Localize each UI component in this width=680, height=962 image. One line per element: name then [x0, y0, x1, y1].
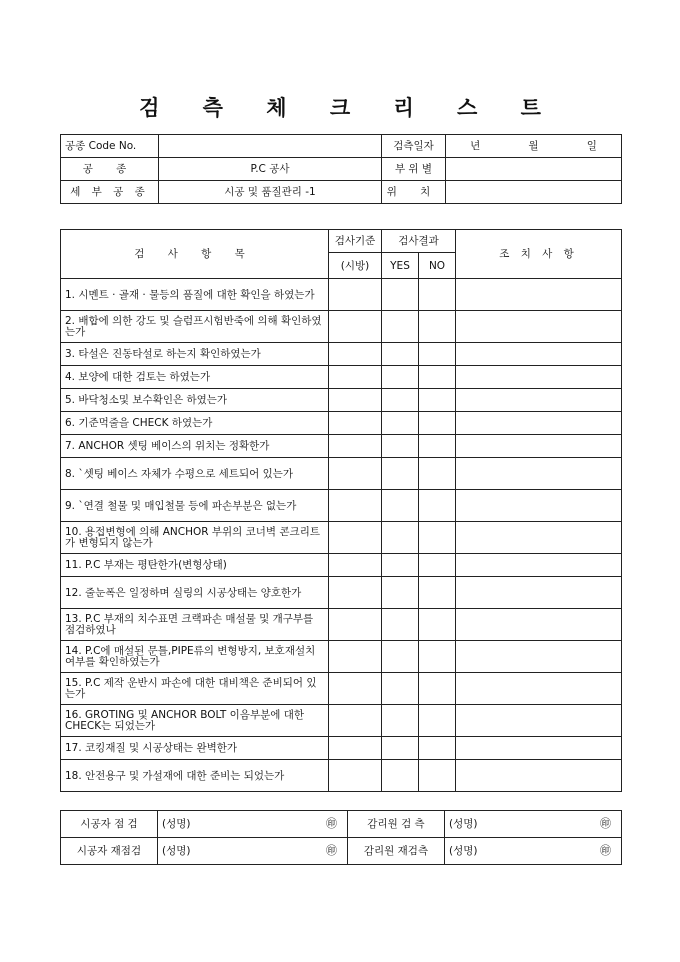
action-cell[interactable] — [456, 554, 622, 577]
checklist-row — [61, 641, 622, 673]
action-cell[interactable] — [456, 609, 622, 641]
yes-cell[interactable] — [382, 311, 419, 343]
checklist-table — [60, 229, 622, 792]
col-action-header: 조 치 사 항 — [456, 230, 622, 279]
checklist-row — [61, 435, 622, 458]
detail-label: 세 부 공 종 — [61, 181, 159, 204]
yes-cell[interactable] — [382, 673, 419, 705]
no-cell[interactable] — [419, 389, 456, 412]
checklist-item-text: 13. P.C 부재의 치수표면 크랙파손 매설물 및 개구부를 점검하였나 — [61, 609, 329, 641]
checklist-item-text: 1. 시멘트 · 골재 · 물등의 품질에 대한 확인을 하였는가 — [61, 279, 329, 311]
seal-icon: ㊞ — [600, 817, 611, 830]
supervisor-inspect-sign[interactable] — [445, 811, 622, 838]
checklist-row — [61, 458, 622, 490]
col-no-header: NO — [419, 253, 456, 279]
no-cell[interactable] — [419, 490, 456, 522]
action-cell[interactable] — [456, 279, 622, 311]
checklist-item-text: 17. 코킹재질 및 시공상태는 완벽한가 — [61, 737, 329, 760]
yes-cell[interactable] — [382, 737, 419, 760]
no-cell[interactable] — [419, 641, 456, 673]
standard-cell[interactable] — [329, 279, 382, 311]
no-cell[interactable] — [419, 522, 456, 554]
checklist-item-text: 15. P.C 제작 운반시 파손에 대한 대비책은 준비되어 있는가 — [61, 673, 329, 705]
yes-cell[interactable] — [382, 554, 419, 577]
action-cell[interactable] — [456, 343, 622, 366]
action-cell[interactable] — [456, 490, 622, 522]
name-label: (성명) — [162, 845, 191, 857]
standard-cell[interactable] — [329, 435, 382, 458]
yes-cell[interactable] — [382, 705, 419, 737]
checklist-row — [61, 577, 622, 609]
action-cell[interactable] — [456, 522, 622, 554]
standard-cell[interactable] — [329, 641, 382, 673]
action-cell[interactable] — [456, 389, 622, 412]
no-cell[interactable] — [419, 673, 456, 705]
detail-field[interactable]: 시공 및 품질관리 -1 — [159, 181, 382, 204]
name-label: (성명) — [449, 818, 478, 830]
section-label: 부 위 별 — [382, 158, 446, 181]
checklist-item-text: 11. P.C 부재는 평탄한가(변형상태) — [61, 554, 329, 577]
work-type-label: 공 종 — [61, 158, 159, 181]
standard-cell[interactable] — [329, 577, 382, 609]
standard-cell[interactable] — [329, 673, 382, 705]
standard-cell[interactable] — [329, 705, 382, 737]
checklist-item-text: 16. GROTING 및 ANCHOR BOLT 이음부분에 대한 CHECK는 되었는가 — [61, 705, 329, 737]
action-cell[interactable] — [456, 737, 622, 760]
yes-cell[interactable] — [382, 641, 419, 673]
yes-cell[interactable] — [382, 609, 419, 641]
checklist-row — [61, 389, 622, 412]
checklist-item-text: 8. `셋팅 베이스 자체가 수평으로 세트되어 있는가 — [61, 458, 329, 490]
yes-cell[interactable] — [382, 522, 419, 554]
action-cell[interactable] — [456, 458, 622, 490]
action-cell[interactable] — [456, 641, 622, 673]
supervisor-reinspect-label: 감리원 재검측 — [348, 838, 445, 865]
standard-cell[interactable] — [329, 609, 382, 641]
action-cell[interactable] — [456, 673, 622, 705]
checklist-item-text: 9. `연결 철물 및 매입철물 등에 파손부분은 없는가 — [61, 490, 329, 522]
standard-cell[interactable] — [329, 458, 382, 490]
standard-cell[interactable] — [329, 554, 382, 577]
yes-cell[interactable] — [382, 760, 419, 792]
checklist-item-text: 7. ANCHOR 셋팅 베이스의 위치는 정확한가 — [61, 435, 329, 458]
standard-cell[interactable] — [329, 412, 382, 435]
name-label: (성명) — [449, 845, 478, 857]
seal-icon: ㊞ — [600, 844, 611, 857]
inspect-date-label: 검측일자 — [382, 135, 446, 158]
checklist-row — [61, 760, 622, 792]
checklist-row — [61, 490, 622, 522]
action-cell[interactable] — [456, 760, 622, 792]
yes-cell[interactable] — [382, 412, 419, 435]
contractor-reinspect-label: 시공자 재점검 — [61, 838, 158, 865]
seal-icon: ㊞ — [326, 817, 337, 830]
signature-table — [60, 810, 622, 865]
standard-cell[interactable] — [329, 490, 382, 522]
checklist-row — [61, 279, 622, 311]
action-cell[interactable] — [456, 366, 622, 389]
checklist-item-text: 3. 타설은 진동타설로 하는지 확인하였는가 — [61, 343, 329, 366]
standard-cell[interactable] — [329, 389, 382, 412]
yes-cell[interactable] — [382, 279, 419, 311]
no-cell[interactable] — [419, 760, 456, 792]
no-cell[interactable] — [419, 343, 456, 366]
yes-cell[interactable] — [382, 577, 419, 609]
checklist-rows — [61, 279, 622, 792]
standard-cell[interactable] — [329, 311, 382, 343]
checklist-item-text: 5. 바닥청소및 보수확인은 하였는가 — [61, 389, 329, 412]
yes-cell[interactable] — [382, 343, 419, 366]
yes-cell[interactable] — [382, 490, 419, 522]
header-table — [60, 134, 622, 204]
inspect-date-field[interactable] — [446, 135, 622, 158]
standard-cell[interactable] — [329, 522, 382, 554]
checklist-row — [61, 737, 622, 760]
standard-cell[interactable] — [329, 737, 382, 760]
no-cell[interactable] — [419, 554, 456, 577]
no-cell[interactable] — [419, 435, 456, 458]
supervisor-reinspect-sign[interactable] — [445, 838, 622, 865]
location-field[interactable] — [446, 181, 622, 204]
action-cell[interactable] — [456, 435, 622, 458]
date-month: 월 — [528, 140, 539, 152]
no-cell[interactable] — [419, 458, 456, 490]
no-cell[interactable] — [419, 279, 456, 311]
no-cell[interactable] — [419, 705, 456, 737]
yes-cell[interactable] — [382, 458, 419, 490]
col-standard-sub: (시방) — [329, 253, 382, 279]
checklist-row — [61, 554, 622, 577]
yes-cell[interactable] — [382, 366, 419, 389]
col-yes-header: YES — [382, 253, 419, 279]
contractor-reinspect-sign[interactable] — [158, 838, 348, 865]
checklist-row — [61, 311, 622, 343]
standard-cell[interactable] — [329, 343, 382, 366]
standard-cell[interactable] — [329, 366, 382, 389]
standard-cell[interactable] — [329, 760, 382, 792]
section-field[interactable] — [446, 158, 622, 181]
no-cell[interactable] — [419, 311, 456, 343]
checklist-row — [61, 609, 622, 641]
document-title: 검 측 체 크 리 스 트 — [139, 95, 559, 120]
checklist-item-text: 6. 기준먹줄을 CHECK 하였는가 — [61, 412, 329, 435]
supervisor-inspect-label: 감리원 검 측 — [348, 811, 445, 838]
no-cell[interactable] — [419, 412, 456, 435]
yes-cell[interactable] — [382, 389, 419, 412]
checklist-row — [61, 412, 622, 435]
checklist-row — [61, 522, 622, 554]
col-standard-header: 검사기준 — [329, 230, 382, 253]
no-cell[interactable] — [419, 609, 456, 641]
col-result-header: 검사결과 — [382, 230, 456, 253]
work-code-label: 공종 Code No. — [61, 135, 159, 158]
contractor-inspect-label: 시공자 점 검 — [61, 811, 158, 838]
checklist-item-text: 14. P.C에 매설된 문틀,PIPE류의 변형방지, 보호재설치 여부를 확인하였는가 — [61, 641, 329, 673]
date-day: 일 — [586, 140, 597, 152]
no-cell[interactable] — [419, 577, 456, 609]
location-label: 위 치 — [382, 181, 446, 204]
checklist-row — [61, 705, 622, 737]
checklist-row — [61, 343, 622, 366]
seal-icon: ㊞ — [326, 844, 337, 857]
checklist-row — [61, 673, 622, 705]
checklist-item-text: 12. 줄눈폭은 일정하며 실링의 시공상태는 양호한가 — [61, 577, 329, 609]
checklist-item-text: 10. 용접변형에 의해 ANCHOR 부위의 코너벽 콘크리트가 변형되지 않는가 — [61, 522, 329, 554]
action-cell[interactable] — [456, 311, 622, 343]
no-cell[interactable] — [419, 737, 456, 760]
name-label: (성명) — [162, 818, 191, 830]
checklist-item-text: 4. 보양에 대한 검토는 하였는가 — [61, 366, 329, 389]
date-year: 년 — [470, 140, 481, 152]
no-cell[interactable] — [419, 366, 456, 389]
action-cell[interactable] — [456, 577, 622, 609]
action-cell[interactable] — [456, 412, 622, 435]
checklist-item-text: 18. 안전용구 및 가설재에 대한 준비는 되었는가 — [61, 760, 329, 792]
checklist-item-text: 2. 배합에 의한 강도 및 슬럼프시험반죽에 의해 확인하였는가 — [61, 311, 329, 343]
checklist-row — [61, 366, 622, 389]
work-type-field[interactable]: P.C 공사 — [159, 158, 382, 181]
contractor-inspect-sign[interactable] — [158, 811, 348, 838]
yes-cell[interactable] — [382, 435, 419, 458]
action-cell[interactable] — [456, 705, 622, 737]
work-code-field[interactable] — [159, 135, 382, 158]
col-items-header: 검 사 항 목 — [61, 230, 329, 279]
